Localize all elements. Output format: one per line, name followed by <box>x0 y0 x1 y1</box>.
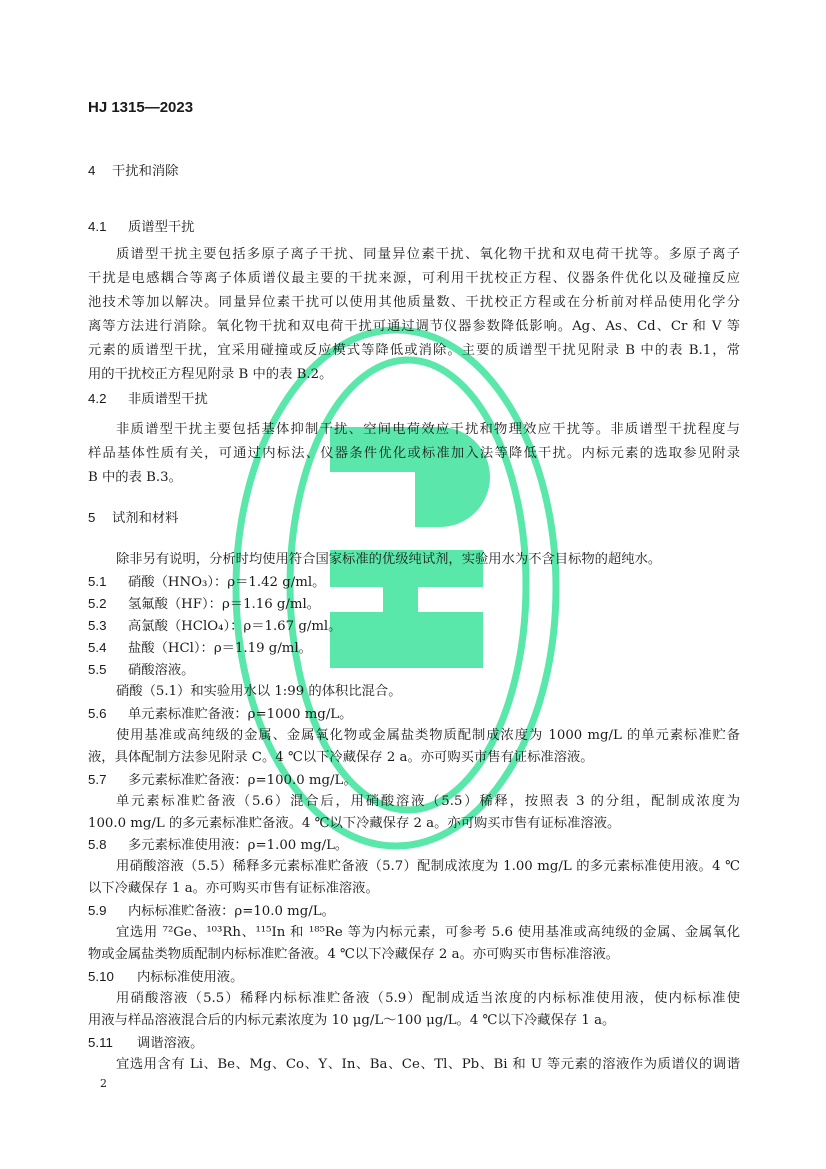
paragraph-line <box>116 793 740 811</box>
paragraph-line <box>88 1012 740 1030</box>
line-text: 元素的质谱型干扰，宜采用碰撞或反应模式等降低或消除。主要的质谱型干扰见附录 B 中的表 B.1，常 <box>88 343 740 358</box>
line-text: 干扰是电感耦合等离子体质谱仪最主要的干扰来源，可利用干扰校正方程、仪器条件优化以及碰撞反应 <box>88 271 740 286</box>
clause-number: 5.9 <box>88 903 107 918</box>
paragraph-line <box>88 366 740 384</box>
clause-item <box>88 617 740 635</box>
paragraph-line <box>116 246 740 264</box>
clause-number: 5.3 <box>88 618 107 633</box>
clause-number: 5.10 <box>88 969 114 984</box>
line-text: 调谐溶液。 <box>137 1036 204 1051</box>
line-text: 宜选用 ⁷²Ge、¹⁰³Rh、¹¹⁵In 和 ¹⁸⁵Re 等为内标元素，可参考 5.6 使用基准或高纯级的金属、金属氧化 <box>116 925 740 940</box>
line-text: 非质谱型干扰主要包括基体抑制干扰、空间电荷效应干扰和物理效应干扰等。非质谱型干扰程度与 <box>116 422 740 437</box>
clause-item <box>88 836 740 854</box>
line-text: 用硝酸溶液（5.5）稀释多元素标准贮备液（5.7）配制成浓度为 1.00 mg/L 的多元素标准使用液。4 ℃ <box>116 859 740 874</box>
clause-number: 5.8 <box>88 837 107 852</box>
clause-item <box>88 902 740 920</box>
line-text: 使用基准或高纯级的金属、金属氧化物或金属盐类物质配制成浓度为 1000 mg/L 的单元素标准贮备 <box>116 728 740 743</box>
paragraph-line <box>116 421 740 439</box>
paragraph-line <box>116 1056 740 1074</box>
clause-number: 5.2 <box>88 596 107 611</box>
paragraph-line <box>116 683 740 701</box>
line-text: 质谱型干扰 <box>128 220 195 235</box>
paragraph-line <box>88 445 740 463</box>
line-text: 以下冷藏保存 1 a。亦可购买市售有证标准溶液。 <box>88 881 379 896</box>
section-heading <box>88 162 740 180</box>
line-text: 除非另有说明，分析时均使用符合国家标准的优级纯试剂，实验用水为不含目标物的超纯水。 <box>116 552 662 567</box>
paragraph-line <box>116 858 740 876</box>
paragraph-line <box>116 727 740 745</box>
clause-number: 5.7 <box>88 772 107 787</box>
line-text: 宜选用含有 Li、Be、Mg、Co、Y、In、Ba、Ce、Tl、Pb、Bi 和 U 等元素的溶液作为质谱仪的调谐 <box>116 1057 740 1072</box>
paragraph-line <box>88 270 740 288</box>
clause-number: 5.5 <box>88 662 107 677</box>
paragraph-line <box>88 880 740 898</box>
line-text: 单元素标准贮备液（5.6）混合后，用硝酸溶液（5.5）稀释，按照表 3 的分组，配制成浓度为 <box>116 794 740 809</box>
paragraph-line <box>88 749 740 767</box>
line-text: 样品基体性质有关，可通过内标法、仪器条件优化或标准加入法等降低干扰。内标元素的选取参见附录 <box>88 446 740 461</box>
paragraph-line <box>88 946 740 964</box>
paragraph-line <box>88 342 740 360</box>
clause-number: 5.1 <box>88 574 107 589</box>
section-heading <box>88 509 740 527</box>
line-text: 100.0 mg/L 的多元素标准贮备液。4 ℃以下冷藏保存 2 a。亦可购买市售有证标准溶液。 <box>88 816 621 831</box>
line-text: 单元素标准贮备液：ρ=1000 mg/L。 <box>128 707 353 722</box>
line-text: 干扰和消除 <box>112 164 179 179</box>
line-text: 盐酸（HCl）：ρ＝1.19 g/ml。 <box>128 641 312 656</box>
paragraph-line <box>88 815 740 833</box>
line-text: 池技术等加以解决。同量异位素干扰可以使用其他质量数、干扰校正方程或在分析前对样品使用化学分 <box>88 295 740 310</box>
clause-number: 4.2 <box>88 391 107 406</box>
line-text: 用硝酸溶液（5.5）稀释内标标准贮备液（5.9）配制成适当浓度的内标标准使用液，使内标标准使 <box>116 991 740 1006</box>
line-text: 非质谱型干扰 <box>128 392 208 407</box>
clause-item <box>88 661 740 679</box>
clause-number: 5.11 <box>88 1035 113 1050</box>
clause-number: 4.1 <box>88 219 107 234</box>
line-text: 内标标准使用液。 <box>137 970 244 985</box>
line-text: 用的干扰校正方程见附录 B 中的表 B.2。 <box>88 367 333 382</box>
subsection-heading <box>88 218 740 236</box>
line-text: 液，具体配制方法参见附录 C。4 ℃以下冷藏保存 2 a。亦可购买市售有证标准溶液。 <box>88 750 594 765</box>
paragraph-line <box>116 924 740 942</box>
line-text: 多元素标准使用液：ρ=1.00 mg/L。 <box>128 838 349 853</box>
line-text: 内标标准贮备液：ρ=10.0 mg/L。 <box>128 904 335 919</box>
line-text: 氢氟酸（HF）：ρ＝1.16 g/ml。 <box>128 597 321 612</box>
paragraph-line <box>88 294 740 312</box>
document-code-header: HJ 1315—2023 <box>88 99 194 116</box>
clause-number: 5 <box>88 510 96 525</box>
paragraph-line <box>116 990 740 1008</box>
clause-number: 4 <box>88 163 96 178</box>
clause-item <box>88 771 740 789</box>
paragraph-line <box>116 551 740 569</box>
line-text: 硝酸（HNO₃）：ρ＝1.42 g/ml。 <box>128 575 326 590</box>
line-text: 物或金属盐类物质配制内标标准贮备液。4 ℃以下冷藏保存 2 a。亦可购买市售标准溶液。 <box>88 947 620 962</box>
clause-item <box>88 968 740 986</box>
line-text: 硝酸（5.1）和实验用水以 1:99 的体积比混合。 <box>116 684 402 699</box>
line-text: 用液与样品溶液混合后的内标元素浓度为 10 μg/L～100 μg/L。4 ℃以下冷藏保存 1 a。 <box>88 1013 616 1028</box>
clause-item <box>88 595 740 613</box>
line-text: 试剂和材料 <box>112 511 179 526</box>
line-text: B 中的表 B.3。 <box>88 470 182 485</box>
clause-number: 5.4 <box>88 640 107 655</box>
clause-item <box>88 1034 740 1052</box>
line-text: 质谱型干扰主要包括多原子离子干扰、同量异位素干扰、氧化物干扰和双电荷干扰等。多原子离子 <box>116 247 740 262</box>
paragraph-line <box>88 318 740 336</box>
paragraph-line <box>88 469 740 487</box>
clause-number: 5.6 <box>88 706 107 721</box>
line-text: 硝酸溶液。 <box>128 663 195 678</box>
clause-item <box>88 705 740 723</box>
clause-item <box>88 573 740 591</box>
page-number: 2 <box>100 1077 107 1090</box>
line-text: 高氯酸（HClO₄）：ρ＝1.67 g/ml。 <box>128 619 342 634</box>
clause-item <box>88 639 740 657</box>
line-text: 离等方法进行消除。氧化物干扰和双电荷干扰可通过调节仪器参数降低影响。Ag、As、Cd、Cr 和 V 等 <box>88 319 740 334</box>
subsection-heading <box>88 390 740 408</box>
line-text: 多元素标准贮备液：ρ=100.0 mg/L。 <box>128 773 357 788</box>
